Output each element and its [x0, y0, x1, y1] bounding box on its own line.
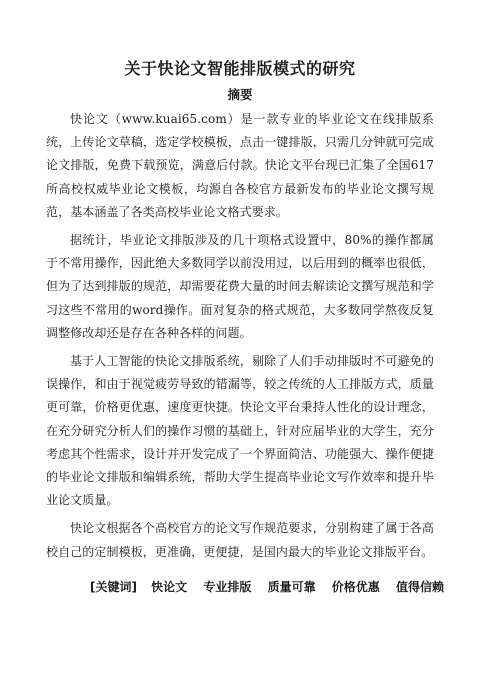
- keywords-label: [关键词]: [90, 579, 137, 594]
- keyword: 专业排版: [203, 579, 252, 594]
- keyword: 值得信赖: [395, 579, 444, 594]
- abstract-paragraph: 基于人工智能的快论文排版系统，剔除了人们手动排版时不可避免的误操作，和由于视觉疲劳导致的错漏等，较之传统的人工排版方式，质量更可靠，价格更优惠，速度更快捷。快论文平台秉持人性化的设计理念，在充分研究分析人们的操作习惯的基础上，针对应届毕业的大学生，充分考虑其个性需求，设计并开发完成了一个界面简洁、功能强大、操作便捷的毕业论文排版和编辑系统，帮助大学生提高毕业论文写作效率和提升毕业论文质量。: [46, 354, 434, 508]
- keyword: 价格优惠: [331, 579, 380, 594]
- abstract-heading: 摘要: [227, 87, 253, 102]
- keyword: 快论文: [151, 579, 188, 594]
- abstract-paragraph: 快论文（www.kuai65.com）是一款专业的毕业论文在线排版系统，上传论文草稿，选定学校模板，点击一键排版，只需几分钟就可完成论文排版，免费下载预览，满意后付款。快论文平台现已汇集了全国617所高校权威毕业论文模板，均源自各校官方最新发布的毕业论文撰写规范，基本涵盖了各类高校毕业论文格式要求。: [46, 112, 434, 219]
- keyword: 质量可靠: [267, 579, 316, 594]
- abstract-paragraph: 据统计，毕业论文排版涉及的几十项格式设置中，80%的操作都属于不常用操作，因此绝大多数同学以前没用过，以后用到的概率也很低，但为了达到排版的规范，却需要花费大量的时间去解读论文撰写规范和学习这些不常用的word操作。面对复杂的格式规范，大多数同学熬夜反复调整修改却还是存在各种各样的问题。: [46, 233, 434, 340]
- page-title: 关于快论文智能排版模式的研究: [124, 59, 356, 78]
- abstract-paragraph: 快论文根据各个高校官方的论文写作规范要求，分别构建了属于各高校自己的定制模板，更准确，更便捷，是国内最大的毕业论文排版平台。: [46, 521, 434, 559]
- keywords-line: [46, 578, 444, 596]
